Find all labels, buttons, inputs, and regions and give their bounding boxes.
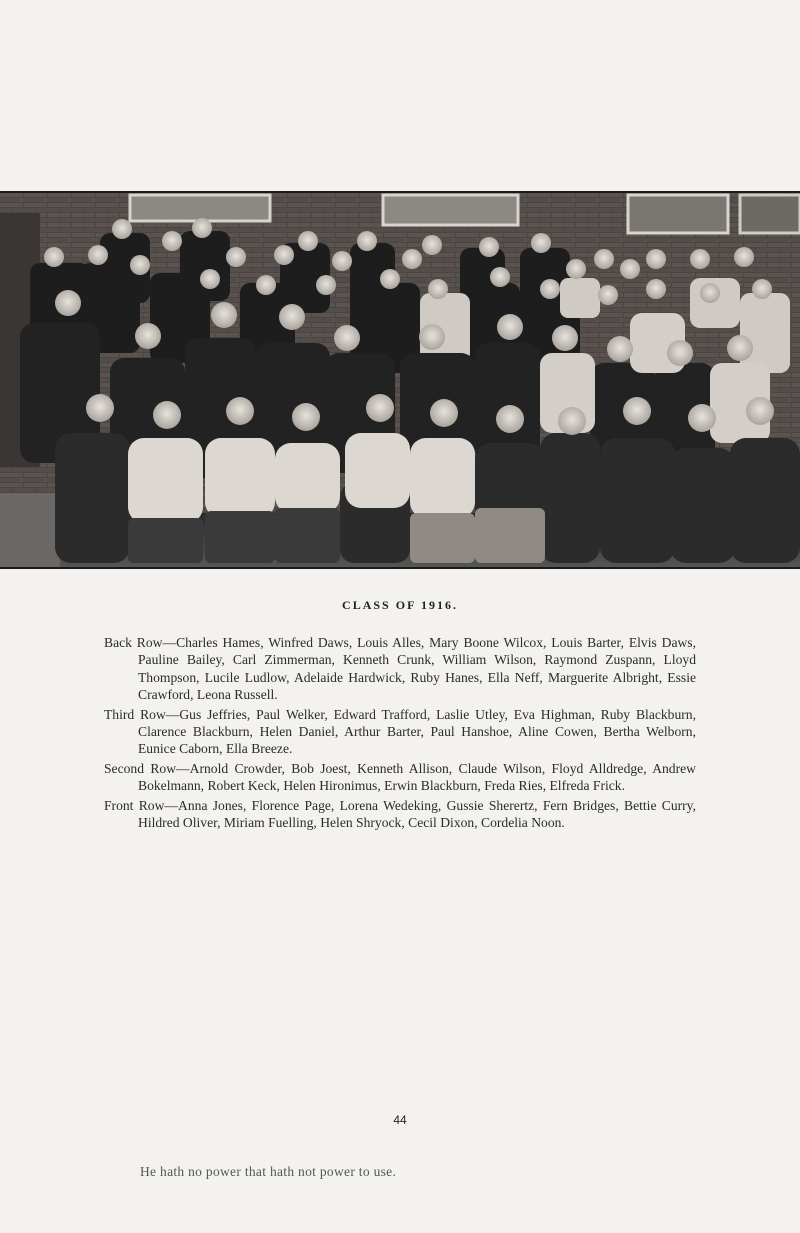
- row-names: Anna Jones, Florence Page, Lorena Wedeking, Gussie Sherertz, Fern Bridges, Bettie Curry, Hildred Oliver, Miriam Fuelling, Helen Shryock, Cecil Dixon, Cordelia Noon.: [138, 797, 696, 831]
- page-motto: He hath no power that hath not power to use.: [140, 1164, 397, 1179]
- row-names: Charles Hames, Winfred Daws, Louis Alles, Mary Boone Wilcox, Louis Barter, Elvis Daws, Pauline Bailey, Carl Zimmerman, Kenneth Crunk, William Wilson, Raymond Zuspann, Lloyd Thompson, Lucile Ludlow, Adelaide Hardwick, Ruby Hanes, Ella Neff, Marguerite Albright, Essie Crawford, Leona Russell.: [138, 635, 696, 703]
- row-label: Front Row—: [104, 797, 179, 813]
- roster-third-row: [104, 706, 696, 758]
- photo-caption: CLASS OF 1916.: [342, 598, 458, 612]
- row-names: Gus Jeffries, Paul Welker, Edward Trafford, Laslie Utley, Eva Highman, Ruby Blackburn, Clarence Blackburn, Helen Daniel, Arthur Barter, Paul Hanshoe, Aline Cowen, Bertha Welborn, Eunice Caborn, Ella Breeze.: [138, 706, 696, 757]
- class-photograph-illustration: [0, 193, 800, 567]
- class-roster: [104, 634, 696, 833]
- row-label: Second Row—: [104, 760, 190, 776]
- roster-front-row: [104, 797, 696, 832]
- row-names: Arnold Crowder, Bob Joest, Kenneth Allison, Claude Wilson, Floyd Alldredge, Andrew Bokelmann, Robert Keck, Helen Hironimus, Erwin Blackburn, Freda Ries, Elfreda Frick.: [138, 760, 696, 794]
- roster-back-row: [104, 634, 696, 704]
- row-label: Third Row—: [104, 706, 180, 722]
- page-number: 44: [393, 1113, 407, 1127]
- class-photograph: [0, 191, 800, 569]
- row-label: Back Row—: [104, 635, 177, 650]
- roster-second-row: [104, 760, 696, 795]
